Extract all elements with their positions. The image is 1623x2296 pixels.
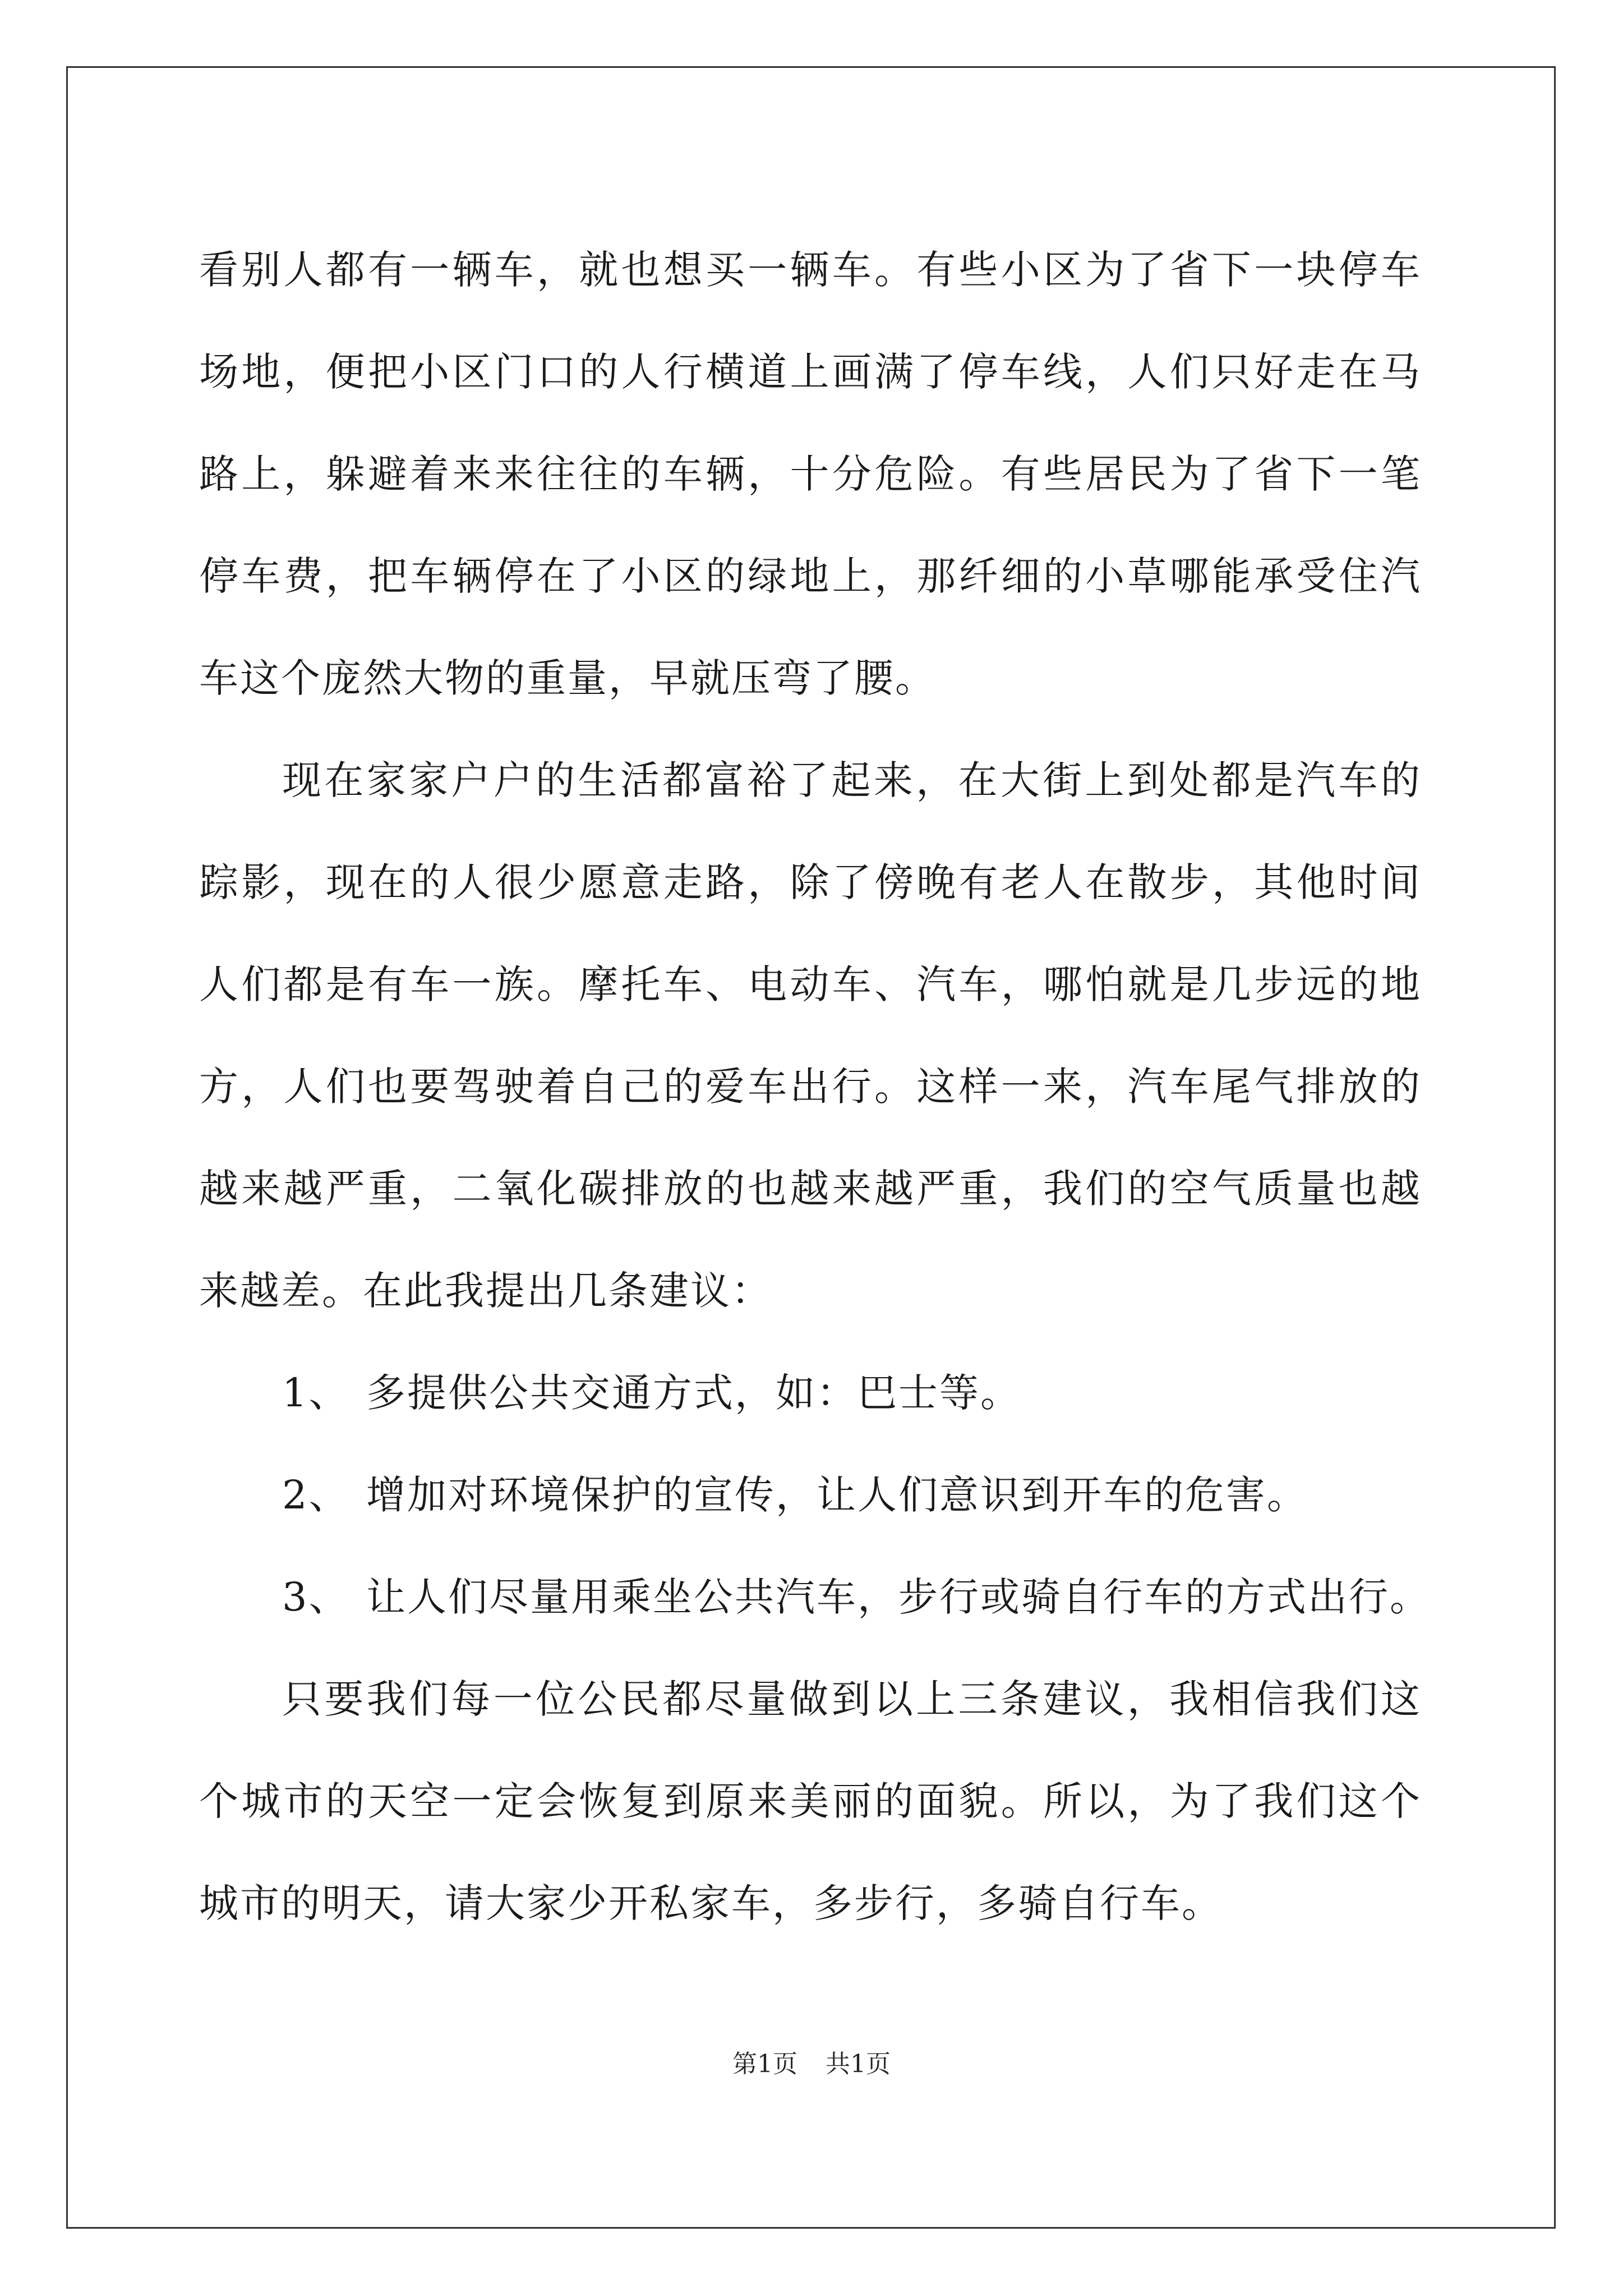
list-item-number: 3、 <box>282 1574 350 1620</box>
list-item <box>199 1444 1422 1546</box>
closing-paragraph: 只要我们每一位公民都尽量做到以上三条建议，我相信我们这个城市的天空一定会恢复到原来美丽的面貌。所以，为了我们这个城市的明天，请大家少开私家车，多步行，多骑自行车。 <box>199 1676 1422 1926</box>
paragraph-2: 现在家家户户的生活都富裕了起来，在大街上到处都是汽车的踪影，现在的人很少愿意走路，除了傍晚有老人在散步，其他时间人们都是有车一族。摩托车、电动车、汽车，哪怕就是几步远的地方，人们也要驾驶着自己的爱车出行。这样一来，汽车尾气排放的越来越严重，二氧化碳排放的也越来越严重，我们的空气质量也越来越差。在此我提出几条建议： <box>199 757 1422 1314</box>
page-number-current: 第1页 <box>732 2050 797 2078</box>
list-item-text: 让人们尽量用乘坐公共汽车，步行或骑自行车的方式出行。 <box>366 1574 1431 1620</box>
list-item-number: 2、 <box>282 1472 350 1518</box>
list-item-text: 多提供公共交通方式，如：巴士等。 <box>366 1370 1021 1416</box>
page-footer <box>0 2047 1623 2081</box>
suggestion-list <box>199 1342 1431 1648</box>
list-item <box>199 1342 1422 1444</box>
list-item-number: 1、 <box>282 1370 350 1416</box>
list-item <box>199 1546 1431 1648</box>
page-number-total: 共1页 <box>826 2050 891 2078</box>
document-body <box>199 219 1431 1954</box>
list-item-text: 增加对环境保护的宣传，让人们意识到开车的危害。 <box>366 1472 1308 1518</box>
paragraph-1: 看别人都有一辆车，就也想买一辆车。有些小区为了省下一块停车场地，便把小区门口的人行横道上画满了停车线，人们只好走在马路上，躲避着来来往往的车辆，十分危险。有些居民为了省下一笔停车费，把车辆停在了小区的绿地上，那纤细的小草哪能承受住汽车这个庞然大物的重量，早就压弯了腰。 <box>199 247 1422 701</box>
